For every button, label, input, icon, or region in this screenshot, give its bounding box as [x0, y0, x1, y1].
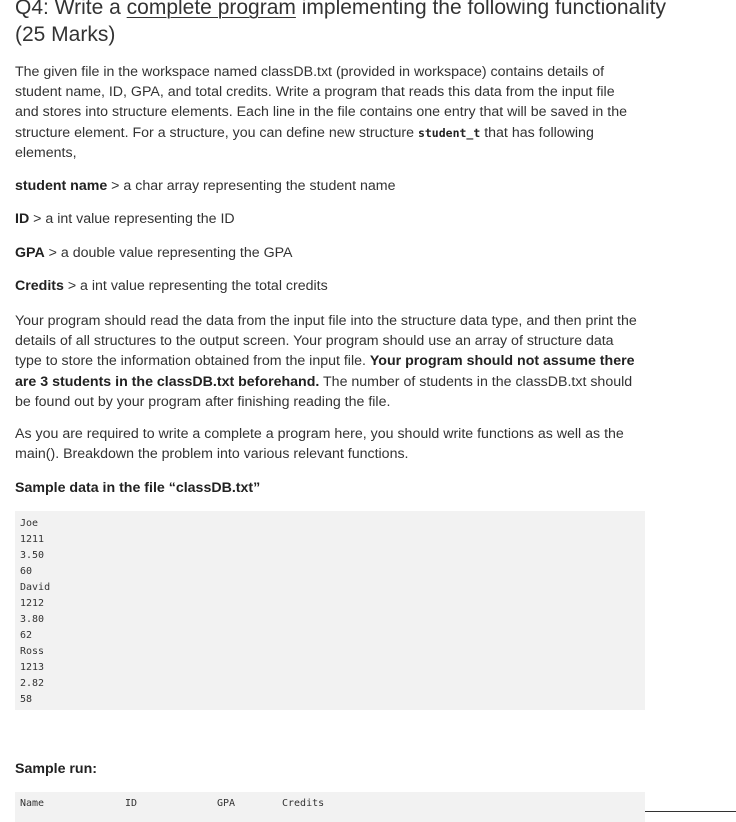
code-line: 62 — [20, 630, 33, 641]
code-line: Ross — [20, 646, 45, 657]
run-column-id: ID — [125, 798, 138, 809]
program-bold-text: Your program should not assume there are 3 students in the classDB.txt beforehand. — [15, 353, 635, 390]
field-name: Credits — [15, 278, 64, 294]
sample-data-code-block — [15, 511, 645, 710]
code-line: Joe — [20, 518, 39, 529]
code-line: 1212 — [20, 598, 45, 609]
bottom-divider — [645, 811, 736, 812]
struct-name-code: student_t — [417, 125, 481, 140]
title-marks: (25 Marks) — [15, 23, 116, 46]
sample-run-code-block — [15, 792, 645, 822]
title-suffix: implementing the following functionality — [295, 0, 666, 19]
field-name: ID — [15, 211, 30, 227]
program-paragraph — [15, 311, 640, 412]
field-desc: > a int value representing the total credits — [63, 278, 328, 294]
field-desc: > a int value representing the ID — [29, 211, 235, 227]
code-line: 1213 — [20, 662, 45, 673]
program-text: Your program should read the data from the input file into the structure data type, and then print the details of all structures to the output screen. Your program should use an array of structure data type to store the information obtained from the input file. — [15, 313, 637, 370]
code-line: 3.50 — [20, 550, 45, 561]
code-line: 1211 — [20, 534, 45, 545]
question-title — [15, 0, 725, 48]
title-underlined-text: complete program — [126, 0, 296, 19]
code-line: 3.80 — [20, 614, 45, 625]
sample-data-heading: Sample data in the file “classDB.txt” — [15, 480, 261, 496]
intro-paragraph — [15, 62, 640, 163]
field-desc: > a char array representing the student name — [107, 178, 396, 194]
field-id — [15, 209, 235, 229]
field-student-name — [15, 176, 396, 196]
sample-run-heading: Sample run: — [15, 761, 97, 777]
run-column-credits: Credits — [282, 798, 325, 809]
functions-paragraph: As you are required to write a complete a program here, you should write functions as well as the main(). Breakdown the problem into various relevant functions. — [15, 426, 624, 463]
field-name: student name — [15, 178, 108, 194]
intro-text-end: that has following elements, — [15, 124, 594, 161]
code-line: David — [20, 582, 51, 593]
field-desc: > a double value representing the GPA — [44, 245, 293, 261]
field-credits — [15, 276, 328, 296]
code-line: 60 — [20, 566, 33, 577]
run-column-name: Name — [20, 798, 45, 809]
program-text-end: The number of students in the classDB.txt should be found out by your program after finishing reading the file. — [15, 373, 633, 410]
run-column-gpa: GPA — [217, 798, 236, 809]
code-line: 2.82 — [20, 678, 45, 689]
field-gpa — [15, 243, 293, 263]
title-prefix: Q4: Write a — [15, 0, 127, 19]
intro-text: The given file in the workspace named classDB.txt (provided in workspace) contains details of student name, ID, GPA, and total credits. Write a program that reads this data from the input file and stores into structure elements. Each line in the file contains one entry that will be saved in the structure element. For a structure, you can define new structure — [15, 64, 627, 141]
field-name: GPA — [15, 245, 45, 261]
code-line: 58 — [20, 694, 33, 705]
